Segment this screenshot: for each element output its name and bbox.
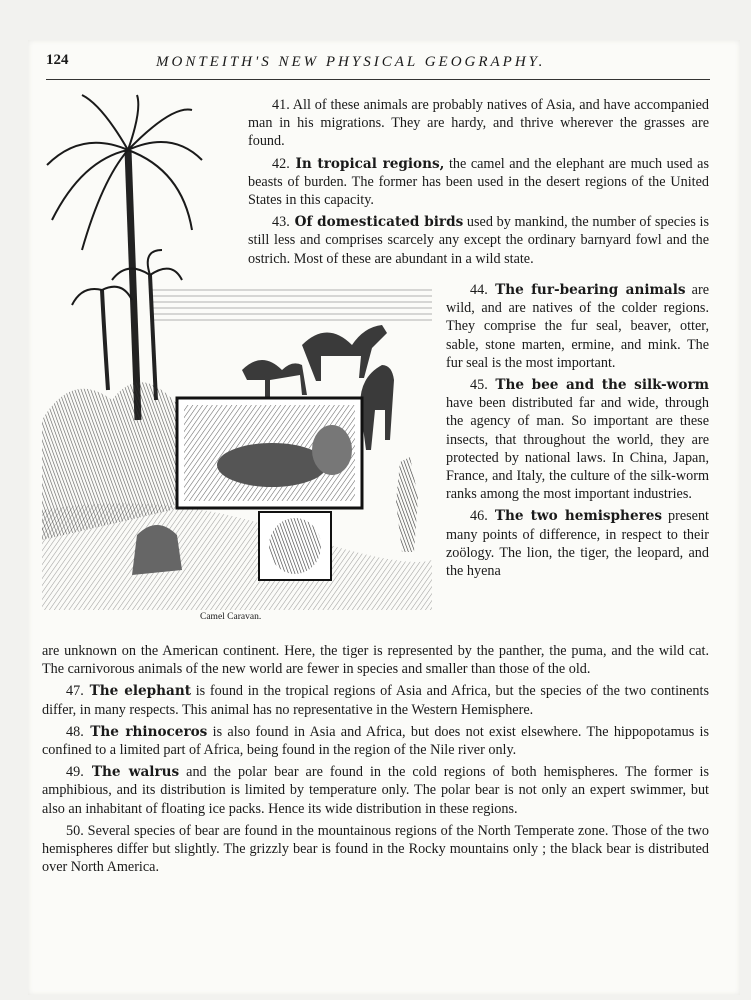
paragraph-44: 44. The fur-bearing animals are wild, and are natives of the colder regions. They comprise the fur seal, beaver, otter, sable, stone marten, ermine, and mink. The fur seal is the most important. xyxy=(446,282,709,371)
header-rule xyxy=(46,79,710,80)
text-block-right xyxy=(446,281,709,580)
paragraph-43: 43. Of domesticated birds used by mankind, the number of species is still less and comprises scarcely any except the ordinary barnyard fowl and the ostrich. Most of these are abundant in a wild state. xyxy=(248,214,709,267)
page-header xyxy=(46,52,706,76)
paragraph-49: 49. The walrus and the polar bear are found in the cold regions of both hemispheres. The former is amphibious, and its distribution is limited by temperature only. The polar bear is not only an expert swimmer, but also an inhabitant of floating ice packs. Hence its wide distribution in these regions. xyxy=(42,764,709,817)
paragraph-46-continued: are unknown on the American continent. Here, the tiger is represented by the panther, the puma, and the wild cat. The carnivorous animals of the new world are fewer in species and smaller than those of the old. xyxy=(42,643,709,678)
text-block-top xyxy=(248,96,709,272)
paragraph-50: 50. Several species of bear are found in the mountainous regions of the North Temperate zone. Those of the two hemispheres differ but slightly. The grizzly bear is found in the Rocky mountains only ; the black bear is distributed over North America. xyxy=(42,822,709,876)
figure-caption: Camel Caravan. xyxy=(200,612,262,622)
running-title: MONTEITH'S NEW PHYSICAL GEOGRAPHY. xyxy=(156,54,546,70)
paragraph-42: 42. In tropical regions, the camel and the elephant are much used as beasts of burden. The former has been used in the desert regions of the United States in this capacity. xyxy=(248,155,709,209)
paragraph-47: 47. The elephant is found in the tropical regions of Asia and Africa, but the species of the two continents differ, in many respects. This animal has no representative in the Western Hemisphere. xyxy=(42,683,709,718)
page-number: 124 xyxy=(46,52,69,68)
paragraph-48: 48. The rhinoceros is also found in Asia and Africa, but does not exist elsewhere. The hippopotamus is confined to a limited part of Africa, being found in the region of the Nile river only. xyxy=(42,723,709,759)
paragraph-46: 46. The two hemispheres present many points of difference, in respect to their zoölogy. The lion, the tiger, the leopard, and the hyena xyxy=(446,508,709,580)
paragraph-45: 45. The bee and the silk-worm have been distributed far and wide, through the agency of man. So important are these insects, that throughout the world, they are protected by national laws. In China, Japan, France, and Italy, the culture of the silk-worm ranks among the most important industries. xyxy=(446,377,709,503)
text-block-full xyxy=(42,642,709,880)
paragraph-41: 41. All of these animals are probably natives of Asia, and have accompanied man in his migrations. They are hardy, and thrive wherever the grasses are found. xyxy=(248,97,709,150)
